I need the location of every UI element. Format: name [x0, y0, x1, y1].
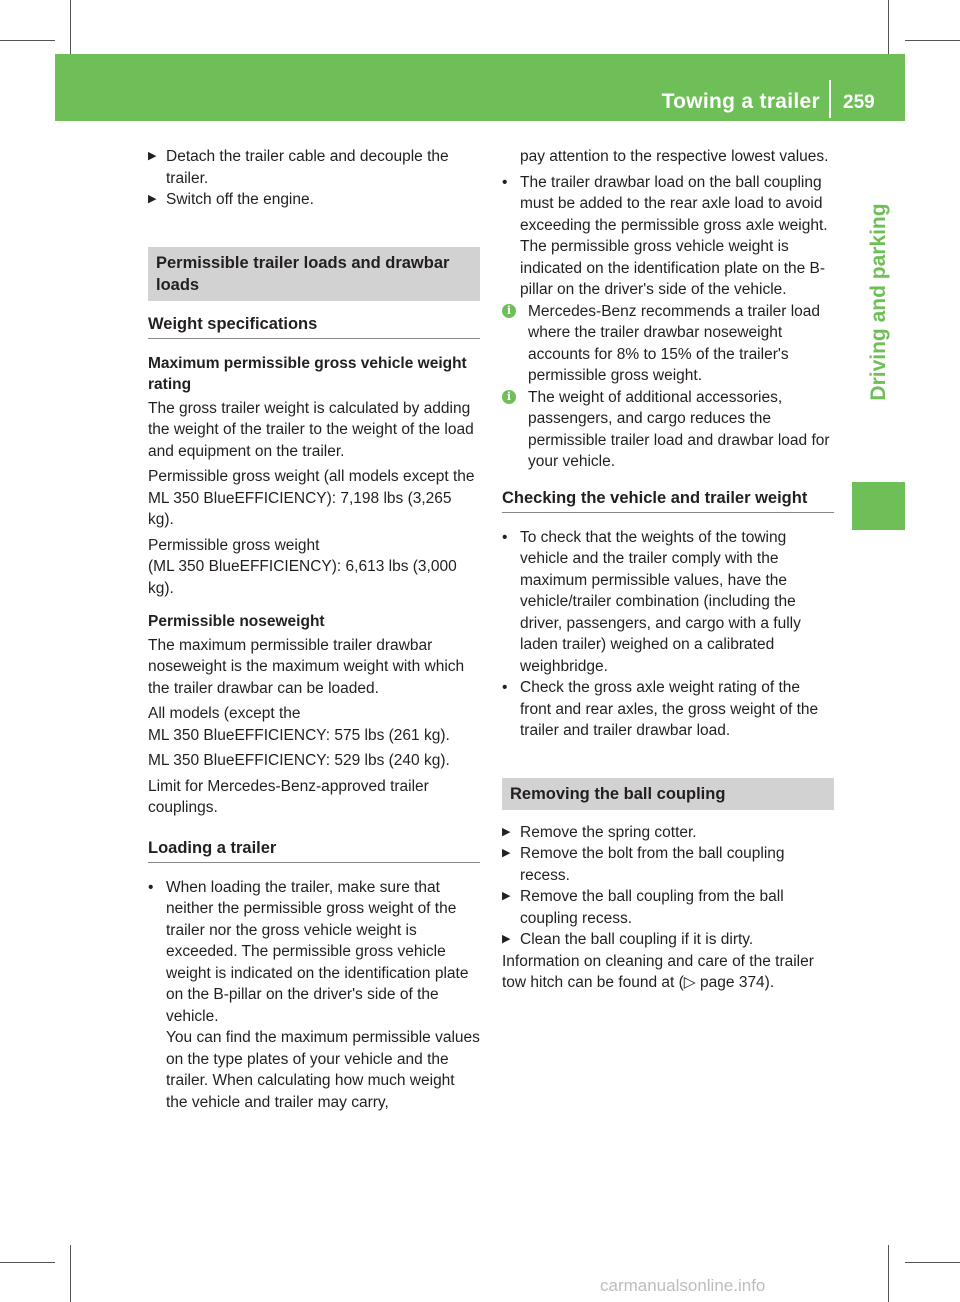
paragraph: All models (except the ML 350 BlueEFFICIENCY: 575 lbs (261 kg). — [148, 705, 450, 744]
info-note: i Mercedes-Benz recommends a trailer load where the trailer drawbar noseweight accounts for 8% to 15% of the trailer's permissible gross weight. — [502, 301, 834, 387]
step-arrow-icon: ▶ — [148, 193, 157, 205]
bullet-item: • Check the gross axle weight rating of the front and rear axles, the gross weight of the trailer and trailer drawbar load. — [502, 679, 819, 739]
step-item: ▶ Switch off the engine. — [148, 189, 480, 211]
paragraph: You can find the maximum permissible values on the type plates of your vehicle and the trailer. When calculating how much weight the vehicle and trailer may carry, — [166, 1029, 480, 1111]
bullet-item: • The trailer drawbar load on the ball coupling must be added to the rear axle load to avoid exceeding the permissible gross axle weight. The permissible gross vehicle weight is indicated on the identification plate on the B-pillar on the driver's side of the vehicle. — [502, 173, 828, 298]
bullet-icon: • — [148, 878, 154, 896]
step-arrow-icon: ▶ — [148, 150, 157, 162]
paragraph: Permissible gross weight (all models except the ML 350 BlueEFFICIENCY): 7,198 lbs (3,265 kg). — [148, 468, 475, 528]
step-arrow-icon: ▶ — [502, 933, 511, 945]
info-icon: i — [502, 390, 516, 404]
step-item: ▶ Clean the ball coupling if it is dirty. — [502, 929, 834, 951]
watermark: carmanualsonline.info — [600, 1276, 766, 1295]
chapter-tab-label: Driving and parking — [866, 203, 890, 401]
crop-mark — [888, 0, 889, 55]
sub-heading: Loading a trailer — [148, 837, 480, 863]
step-arrow-icon: ▶ — [502, 847, 511, 859]
crop-mark — [0, 1262, 55, 1263]
section-heading: Permissible trailer loads and drawbar loads — [148, 247, 480, 301]
bullet-item: • When loading the trailer, make sure that neither the permissible gross weight of the trailer nor the gross vehicle weight is exceeded. The permissible gross vehicle weight is indicated on the identification plate on the B-pillar on the driver's side of the vehicle. — [148, 878, 469, 1025]
crop-mark — [70, 1245, 71, 1302]
paragraph: The gross trailer weight is calculated by adding the weight of the trailer to the weight of the load and equipment on the trailer. — [148, 399, 474, 460]
crop-mark — [905, 40, 960, 41]
paragraph-heading: Permissible noseweight — [148, 613, 325, 630]
left-column — [148, 146, 480, 1117]
sub-heading: Checking the vehicle and trailer weight — [502, 487, 834, 513]
paragraph: The maximum permissible trailer drawbar noseweight is the maximum weight with which the trailer drawbar can be loaded. — [148, 636, 465, 697]
section-heading: Removing the ball coupling — [502, 778, 834, 810]
paragraph: ML 350 BlueEFFICIENCY: 529 lbs (240 kg). — [148, 752, 450, 769]
sub-heading: Weight specifications — [148, 313, 480, 339]
right-column — [502, 146, 834, 998]
bullet-icon: • — [502, 528, 508, 546]
chapter-tab — [852, 122, 905, 482]
info-icon: i — [502, 304, 516, 318]
crop-mark — [0, 40, 55, 41]
section-title: Towing a trailer — [661, 90, 820, 113]
crop-mark — [888, 1245, 889, 1302]
step-arrow-icon: ▶ — [502, 825, 511, 838]
paragraph-heading: Maximum permissible gross vehicle weight rating — [148, 354, 467, 393]
paragraph: Information on cleaning and care of the trailer tow hitch can be found at (▷ page 374). — [502, 952, 814, 991]
bullet-item: • To check that the weights of the towing vehicle and the trailer comply with the maximum permissible values, have the vehicle/trailer combination (including the driver, passengers, and cargo with a fully laden trailer) weighed on a calibrated weighbridge. — [502, 528, 801, 675]
bullet-icon: • — [502, 679, 508, 696]
chapter-tab-block — [852, 482, 905, 530]
page-number: 259 — [843, 92, 875, 113]
info-note: i The weight of additional accessories, passengers, and cargo reduces the permissible trailer load and drawbar load for your vehicle. — [502, 387, 834, 473]
header-separator — [829, 80, 831, 118]
paragraph: Limit for Mercedes-Benz-approved trailer couplings. — [148, 777, 429, 816]
crop-mark — [70, 0, 71, 55]
step-item: ▶ Remove the spring cotter. — [502, 822, 834, 844]
step-item: ▶ Remove the ball coupling from the ball coupling recess. — [502, 888, 784, 927]
bullet-icon: • — [502, 173, 508, 191]
step-arrow-icon: ▶ — [502, 890, 511, 902]
step-item: ▶ Detach the trailer cable and decouple the trailer. — [148, 148, 449, 187]
paragraph: pay attention to the respective lowest values. — [520, 148, 829, 165]
crop-mark — [905, 1262, 960, 1263]
paragraph: Permissible gross weight (ML 350 BlueEFFICIENCY): 6,613 lbs (3,000 kg). — [148, 536, 457, 597]
step-item: ▶ Remove the bolt from the ball coupling recess. — [502, 845, 785, 884]
